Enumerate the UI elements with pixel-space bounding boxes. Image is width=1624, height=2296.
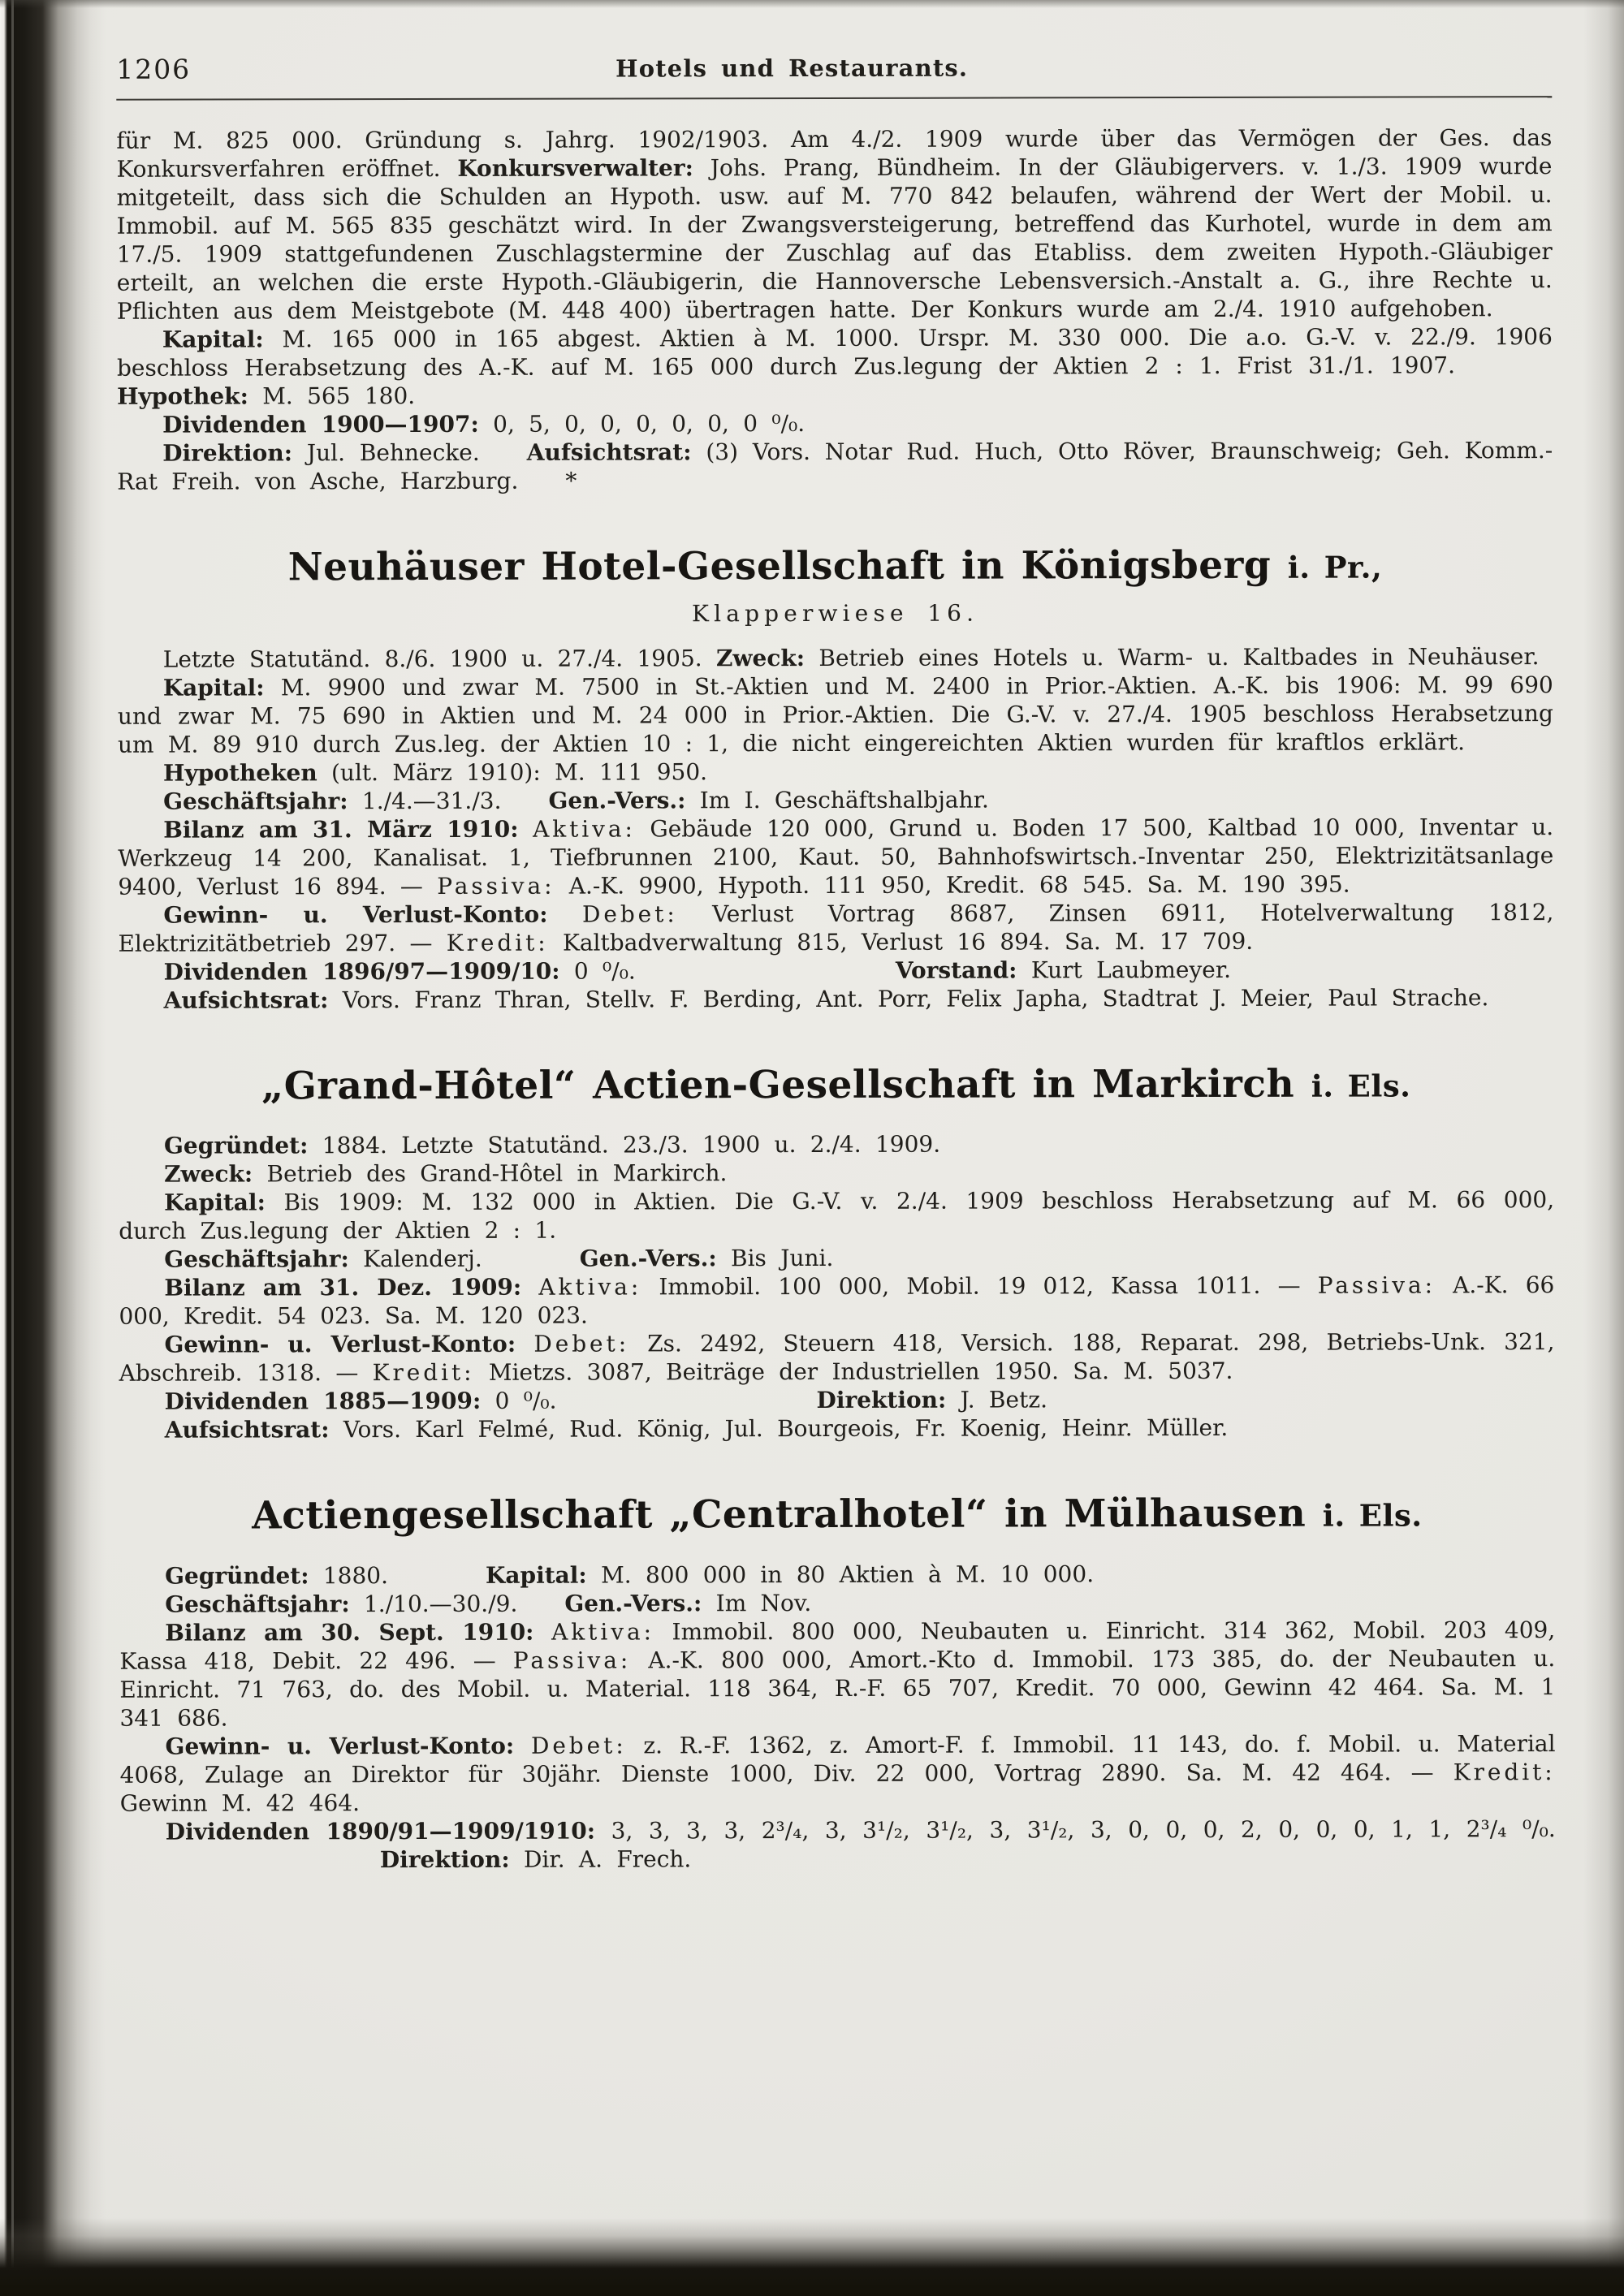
paragraph (117, 408, 1553, 439)
section-neuhaeuser-hotel (117, 543, 1553, 1014)
paragraph (119, 1559, 1555, 1590)
text-run (514, 1732, 531, 1759)
text-run: (3) Vors. Notar Rud. Huch, Otto Röver, Braunschweig; Geh. Komm.-Rat Freih. von Asche, Harzburg. (117, 437, 1553, 495)
text-run: Bis 1909: M. 132 000 in Aktien. Die G.-V. v. 2./4. 1909 beschloss Herabsetzung auf M. 66 000, durch Zus.legung der Aktien 2 : 1. (119, 1186, 1555, 1245)
text-run: Johs. Prang, Bündheim. In der Gläubigervers. v. 1./3. 1909 wurde mitgeteilt, dass sich die Schulden an Hypoth. usw. auf M. 770 842 belaufen, während der Wert der Mobil. u. Immobil. auf M. 565 835 geschätzt wird. In der Zwangsversteigerung, betreffend das Kurhotel, wurde in dem am 17./5. 1909 stattgefundenen Zuschlagstermine der Zuschlag auf das Etabliss. dem zweiten Hypoth.-Gläubiger erteilt, an welchen die erste Hypoth.-Gläubigerin, die Hannoversche Lebensversich.-Anstalt a. G., ihre Rechte u. Pflichten aus dem Meistgebote (M. 448 400) übertragen hatte. Der Konkurs wurde am 2./4. 1910 aufgehoben. (116, 153, 1553, 325)
text-run-b: Kapital: (164, 1189, 266, 1216)
text-run-hs: i. Els. (1311, 1067, 1411, 1104)
text-run: 1./4.—31./3. (348, 787, 502, 814)
text-run-b: Gen.-Vers.: (564, 1589, 702, 1617)
text-run: A.-K. 66 000, Kredit. 54 023. Sa. M. 120 023. (119, 1271, 1555, 1330)
text-run-b: Kapital: (485, 1561, 587, 1589)
text-run-b: Konkursverwalter: (457, 154, 693, 182)
text-run-b: Bilanz am 30. Sept. 1910: (165, 1618, 534, 1646)
text-run-b: Dividenden 1885—1909: (164, 1387, 482, 1415)
text-run: Bis Juni. (716, 1244, 834, 1272)
text-run-b: Zweck: (164, 1160, 253, 1188)
paragraph (119, 1327, 1554, 1388)
text-run-g: Aktiva: (551, 1617, 654, 1646)
paragraph (119, 1587, 1555, 1619)
header-rule (116, 96, 1552, 101)
text-run: Kaltbadverwaltung 815, Verlust 16 894. Sa. M. 17 709. (548, 927, 1254, 956)
text-run: M. 165 000 in 165 abgest. Aktien à M. 1000. Urspr. M. 330 000. Die a.o. G.-V. v. 22./9. 1906 beschloss Herabsetzung des A.-K. auf M. 165 000 durch Zus.legung der Aktien 2 : 1. Frist 31./1. 1907. (116, 323, 1553, 382)
paragraph (119, 1384, 1555, 1416)
paragraph (118, 784, 1553, 816)
text-run: Betrieb eines Hotels u. Warm- u. Kaltbades in Neuhäuser. (805, 642, 1540, 671)
text-run-b: Aufsichtsrat: (526, 438, 692, 466)
text-run-b: Bilanz am 31. März 1910: (163, 815, 519, 844)
text-run: Gebäude 120 000, Grund u. Boden 17 500, Kaltbad 10 000, Inventar u. Werkzeug 14 200, Kanalisat. 1, Tiefbrunnen 2100, Kaut. 50, Bahnhofswirtsch.-Inventar 250, Elektrizitätsanlage 9400, Verlust 16 894. — (118, 813, 1554, 900)
text-run-g: Debet: (533, 1330, 630, 1357)
paragraph (119, 1616, 1555, 1733)
text-run-b: Direktion: (816, 1386, 947, 1414)
text-run: 1880. (309, 1561, 389, 1589)
text-run: Vors. Karl Felmé, Rud. König, Jul. Bourgeois, Fr. Koenig, Heinr. Müller. (329, 1413, 1229, 1444)
text-run: M. 9900 und zwar M. 7500 in St.-Aktien und M. 2400 in Prior.-Aktien. A.-K. bis 1906: M. 99 690 und zwar M. 75 690 in Aktien und M. 24 000 in Prior.-Aktien. Die G.-V. v. 27./4. 1905 beschloss Herabsetzung um M. 89 910 durch Zus.leg. der Aktien 10 : 1, die nicht eingereichten Aktien wurden für kraftlos erklärt. (117, 671, 1553, 758)
text-run-g: Passiva: (437, 872, 555, 900)
text-run: 1884. Letzte Statutänd. 23./3. 1900 u. 2./4. 1909. (308, 1130, 941, 1159)
text-run: 3, 3, 3, 3, 2³/₄, 3, 3¹/₂, 3¹/₂, 3, 3¹/₂, 3, 0, 0, 0, 2, 0, 0, 0, 1, 1, 2³/₄ ⁰/₀. (595, 1815, 1556, 1845)
text-run: Immobil. 100 000, Mobil. 19 012, Kassa 1011. — (641, 1271, 1318, 1301)
text-run: Im Nov. (702, 1589, 812, 1616)
text-run: J. Betz. (946, 1386, 1047, 1413)
text-run-g: Debet: (530, 1732, 627, 1759)
text-run (548, 900, 582, 927)
paragraph (120, 1815, 1556, 1875)
text-run: Neuhäuser Hotel-Gesellschaft in Königsberg (287, 542, 1288, 590)
text-run-b: Gegründet: (165, 1561, 309, 1590)
paragraph (119, 1413, 1555, 1444)
text-run-hs: i. Pr., (1287, 549, 1383, 585)
paragraph (118, 813, 1553, 901)
text-run-g: Passiva: (1317, 1271, 1436, 1299)
section-heading (119, 1062, 1554, 1109)
section-heading (117, 543, 1553, 590)
text-run: Im I. Geschäftshalbjahr. (685, 786, 989, 814)
text-run: Zs. 2492, Steuern 418, Versich. 188, Reparat. 298, Betriebs-Unk. 321, Abschreib. 1318. — (119, 1328, 1555, 1387)
paragraph (118, 671, 1553, 759)
text-run: Gewinn M. 42 464. (119, 1789, 361, 1817)
text-run: z. R.-F. 1362, z. Amort-F. f. Immobil. 11 143, do. f. Mobil. u. Material 4068, Zulage an Direktor für 30jähr. Dienste 1000, Div. 22 000, Vortrag 2890. Sa. M. 42 464. — (119, 1729, 1556, 1789)
section-address: Klapperwiese 16. (691, 599, 979, 627)
text-run-g: Debet: (581, 900, 678, 928)
paragraph (118, 642, 1553, 674)
text-run-g: Aktiva: (533, 814, 636, 843)
text-run-gap-l (120, 1867, 380, 1868)
text-run: (ult. März 1910): M. 111 950. (317, 757, 708, 786)
paragraph (116, 123, 1553, 326)
text-run: Kalenderj. (348, 1245, 482, 1273)
paragraph (117, 322, 1553, 411)
text-run: für M. 825 000. Gründung s. Jahrg. 1902/1903. Am 4./2. 1909 wurde über das Vermögen der Ges. das Konkursverfahren eröffnet. (116, 124, 1553, 183)
text-run: Dir. A. Frech. (509, 1845, 692, 1873)
text-run: A.-K. 9900, Hypoth. 111 950, Kredit. 68 545. Sa. M. 190 395. (555, 870, 1350, 900)
text-run-b: Vorstand: (895, 956, 1017, 984)
text-run (516, 1331, 533, 1357)
text-run-b: Kapital: (162, 326, 264, 353)
paragraph (119, 983, 1554, 1015)
text-run: Mietzs. 3087, Beiträge der Industriellen 1950. Sa. M. 5037. (474, 1357, 1233, 1386)
text-run-b: Gewinn- u. Verlust-Konto: (164, 1330, 516, 1358)
running-title: Hotels und Restaurants. (615, 54, 969, 83)
text-run-b: Hypotheken (162, 758, 317, 787)
text-run: 0 ⁰/₀. (481, 1387, 557, 1414)
text-run-b: Gewinn- u. Verlust-Konto: (163, 900, 548, 929)
content-column (116, 123, 1556, 1874)
text-run: 0, 5, 0, 0, 0, 0, 0, 0 ⁰/₀. (478, 410, 806, 438)
text-run-b: Direktion: (162, 439, 293, 467)
page-number: 1206 (116, 53, 192, 85)
text-run: 0 ⁰/₀. (559, 956, 636, 985)
text-run-b: Aufsichtsrat: (163, 986, 329, 1014)
text-run: M. 800 000 in 80 Aktien à M. 10 000. (586, 1560, 1095, 1589)
text-run-b: Geschäftsjahr: (163, 787, 348, 815)
section-kurhotel-continuation (116, 123, 1553, 496)
text-run: Actiengesellschaft „Centralhotel“ in Mülhausen (252, 1491, 1323, 1539)
text-run: Jul. Behnecke. (292, 438, 480, 467)
paragraph (118, 898, 1553, 958)
section-grand-hotel-markirch (119, 1062, 1555, 1444)
paragraph (119, 955, 1554, 986)
page-header (116, 50, 1552, 88)
paragraph (117, 436, 1553, 496)
text-run: M. 565 180. (248, 382, 416, 410)
text-run-b: Geschäftsjahr: (165, 1590, 350, 1618)
text-run: Betrieb des Grand-Hôtel in Markirch. (253, 1159, 728, 1188)
text-run-g: Passiva: (512, 1646, 632, 1674)
text-run-hs: i. Els. (1322, 1497, 1423, 1534)
paragraph (120, 1729, 1556, 1818)
text-run: Vors. Franz Thran, Stellv. F. Berding, Ant. Porr, Felix Japha, Stadtrat J. Meier, Paul Strache. (328, 983, 1489, 1013)
text-run-b: Direktion: (379, 1845, 510, 1873)
text-run-b: Dividenden 1900—1907: (162, 410, 479, 438)
text-run-g: Kredit: (372, 1358, 475, 1387)
section-centralhotel-muelhausen (119, 1491, 1556, 1874)
text-run-b: Kapital: (162, 673, 265, 701)
text-run-b: Dividenden 1896/97—1909/10: (163, 957, 560, 986)
text-run-b: Aufsichtsrat: (164, 1416, 330, 1444)
text-run: 1./10.—30./9. (349, 1590, 518, 1617)
text-run-b: Gen.-Vers.: (579, 1245, 717, 1272)
text-run: Letzte Statutänd. 8./6. 1900 u. 27./4. 1905. (162, 644, 716, 673)
text-run (521, 1274, 538, 1301)
text-run-b: Geschäftsjahr: (164, 1245, 349, 1273)
paragraph (119, 1242, 1554, 1274)
text-run-b: Gen.-Vers.: (548, 786, 686, 814)
text-run-b: Gewinn- u. Verlust-Konto: (165, 1732, 515, 1760)
text-run-g: Aktiva: (538, 1273, 642, 1301)
paragraph (118, 756, 1553, 788)
text-run-gap-l (557, 1408, 817, 1409)
text-run: „Grand-Hôtel“ Actien-Gesellschaft in Markirch (261, 1061, 1311, 1108)
text-run (518, 815, 533, 842)
text-run: * (565, 467, 577, 494)
paragraph (119, 1185, 1554, 1245)
section-heading (119, 1491, 1555, 1539)
text-run: Kurt Laubmeyer. (1017, 956, 1232, 983)
text-run-b: Zweck: (715, 644, 806, 671)
paragraph (119, 1129, 1554, 1160)
text-run: Immobil. 800 000, Neubauten u. Einricht. 314 362, Mobil. 203 409, Kassa 418, Debit. 22 496. — (119, 1616, 1556, 1675)
text-run-g: Kredit: (446, 929, 549, 956)
text-run-b: Dividenden 1890/91—1909/1910: (165, 1817, 596, 1845)
text-run-b: Hypothek: (117, 382, 248, 410)
text-run: Verlust Vortrag 8687, Zinsen 6911, Hotelverwaltung 1812, Elektrizitätbetrieb 297. — (118, 898, 1554, 957)
text-run-g: Kredit: (1453, 1758, 1556, 1785)
text-run: A.-K. 800 000, Amort.-Kto d. Immobil. 173 385, do. der Neubauten u. Einricht. 71 763, do. des Mobil. u. Material. 118 364, R.-F. 65 707, Kredit. 70 000, Gewinn 42 464. Sa. M. 1 341 686. (119, 1644, 1556, 1732)
paragraph (119, 1271, 1554, 1331)
text-run-b: Bilanz am 31. Dez. 1909: (164, 1273, 522, 1301)
paragraph (119, 1157, 1554, 1189)
text-run-b: Gegründet: (163, 1132, 309, 1159)
text-run (533, 1618, 551, 1645)
